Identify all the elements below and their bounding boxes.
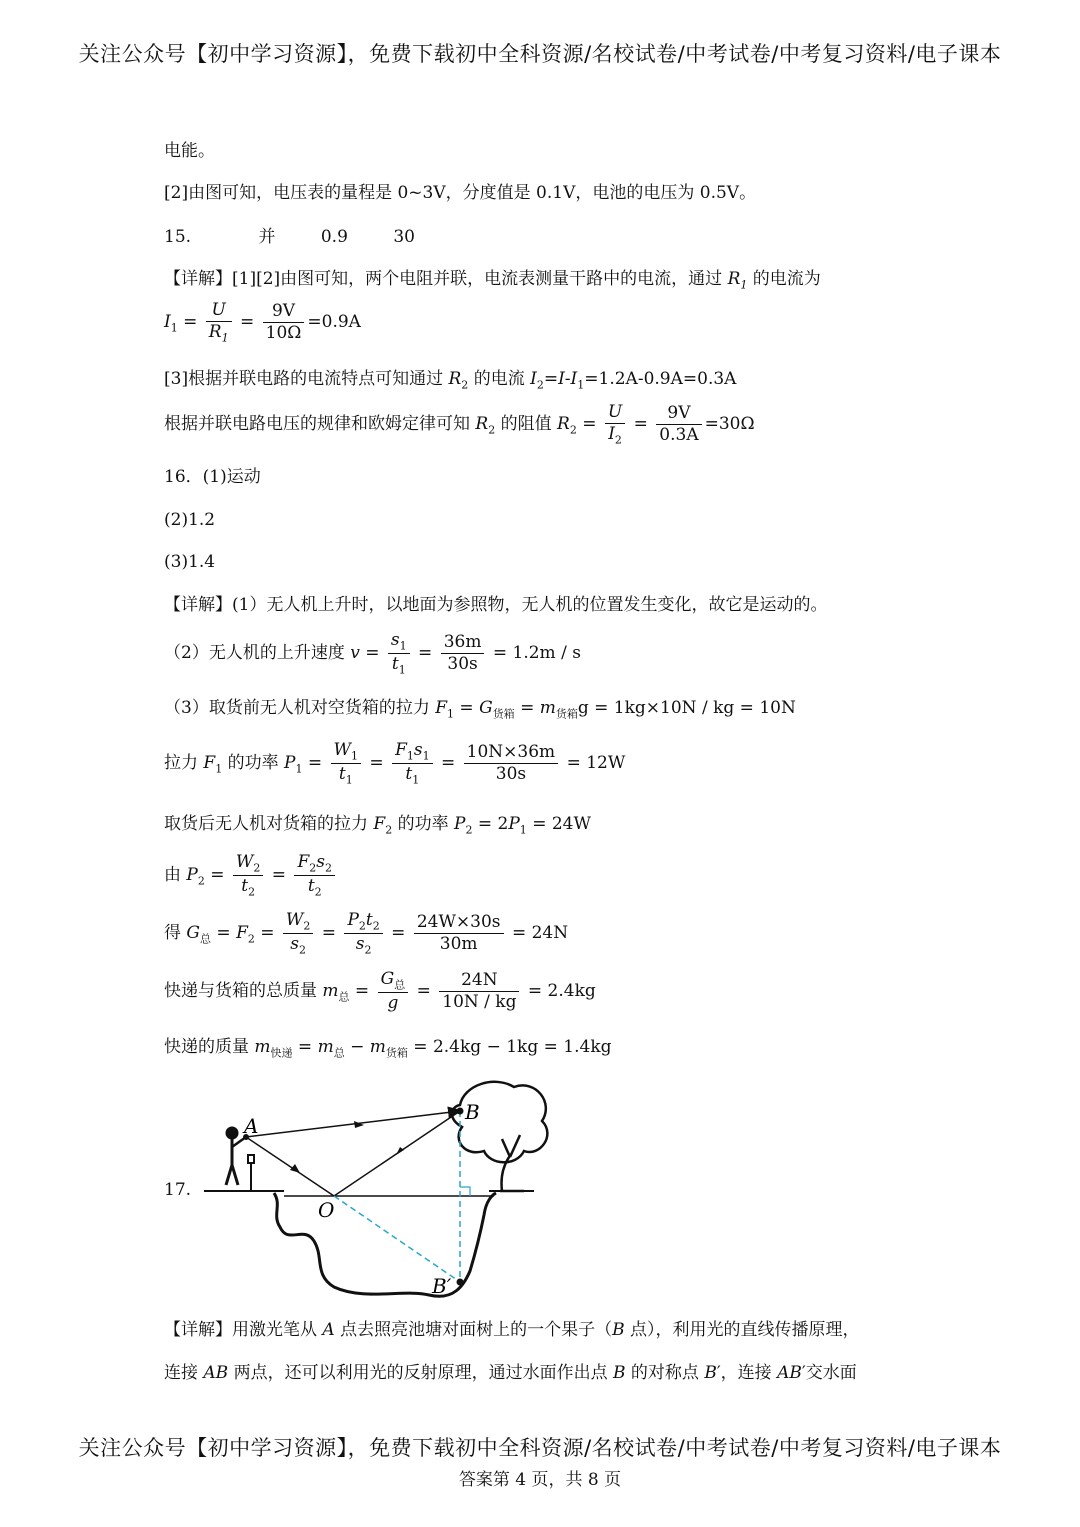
reflection-diagram xyxy=(164,1075,564,1300)
q15-number: 15. xyxy=(164,227,192,247)
point-B xyxy=(457,1108,464,1115)
q15-answer-1: 并 xyxy=(258,227,276,247)
right-angle-mark xyxy=(460,1187,470,1196)
text-line: 电能。 xyxy=(164,141,215,161)
label-A: A xyxy=(244,1114,259,1138)
q16-step-5: 取货后无人机对货箱的拉力 $F_2$ 的功率 $P_2 = 2P_1 = 24W$ xyxy=(164,814,591,837)
arrow-head-OB xyxy=(396,1147,404,1155)
q15-answer-3: 30 xyxy=(393,227,415,247)
label-O: O xyxy=(318,1198,335,1222)
q16-answer-3: (3)1.4 xyxy=(164,552,216,572)
ray-A-to-O xyxy=(246,1137,334,1196)
tree-icon xyxy=(452,1082,547,1191)
q15-detail: 【详解】[1][2]由图可知，两个电阻并联，电流表测量干路中的电流，通过 $R_1$ 的电流为 xyxy=(164,269,821,292)
header-banner: 关注公众号【初中学习资源】，免费下载初中全科资源/名校试卷/中考试卷/中考复习资料/电子课本 xyxy=(78,42,1002,66)
label-B: B xyxy=(465,1100,480,1124)
q16-step-7: 得 $G_总 = F_2$ = $\frac{W_2}{s_2}$ = $\frac{P_2t_2}{s_2}$ = $\frac{24W\times 30s}{30m}$ = 24N xyxy=(164,910,569,957)
q16-answer-1: 16．(1)运动 xyxy=(164,467,261,487)
q15-equation-1: $I_1$ = $\frac{U}{R_1}$ = $\frac{9V}{10\Omega}$ =0.9A xyxy=(164,300,361,345)
text-line: [2]由图可知，电压表的量程是 0~3V，分度值是 0.1V，电池的电压为 0.5V。 xyxy=(164,183,757,203)
q17-detail-1: 【详解】用激光笔从 A 点去照亮池塘对面树上的一个果子（B 点），利用光的直线传播原理， xyxy=(164,1320,860,1340)
dashed-O-to-Bprime xyxy=(334,1196,460,1282)
q16-detail: 【详解】(1）无人机上升时，以地面为参照物，无人机的位置发生变化，故它是运动的。 xyxy=(164,595,828,615)
q16-step-8: 快递与货箱的总质量 $m_总$ = $\frac{G_总}{g}$ = $\frac{24N}{10N / kg}$ = 2.4kg xyxy=(164,969,596,1014)
footer-banner: 关注公众号【初中学习资源】，免费下载初中全科资源/名校试卷/中考试卷/中考复习资料/电子课本 xyxy=(78,1436,1002,1460)
q15-line-4: 根据并联电路电压的规律和欧姆定律可知 $R_2$ 的阻值 $R_2$ = $\frac{U}{I_2}$ = $\frac{9V}{0.3A}$ =30Ω xyxy=(164,402,755,447)
q16-step-9: 快递的质量 $m_{快递} = m_总 - m_{货箱} = 2.4kg - 1kg = 1.4kg$ xyxy=(164,1037,612,1060)
q15-answer-2: 0.9 xyxy=(320,227,348,247)
label-Bprime: B′ xyxy=(432,1274,452,1298)
laser-stand-icon xyxy=(248,1155,254,1191)
person-icon xyxy=(226,1127,246,1185)
page-number: 答案第 4 页，共 8 页 xyxy=(458,1470,622,1490)
q16-step-3: （3）取货前无人机对空货箱的拉力 $F_1 = G_{货箱} = m_{货箱}g = 1kg\times 10N$ / kg = 10N xyxy=(164,698,796,721)
q16-answer-2: (2)1.2 xyxy=(164,510,216,530)
q15-line-3: [3]根据并联电路的电流特点可知通过 $R_2$ 的电流 $I_2=I-I_1=1.2A-0.9A=0.3A$ xyxy=(164,369,737,392)
q15-answers xyxy=(164,226,415,250)
q17-number: 17. xyxy=(164,1180,192,1200)
q17-detail-2: 连接 AB 两点，还可以利用光的反射原理，通过水面作出点 B 的对称点 B′，连接 AB′交水面 xyxy=(164,1363,857,1383)
point-Bprime xyxy=(457,1279,464,1286)
q16-step-2: （2）无人机的上升速度 v = $\frac{s_1}{t_1}$ = $\frac{36m}{30s}$ = 1.2m / s xyxy=(164,630,581,677)
q16-step-4: 拉力 $F_1$ 的功率 $P_1$ = $\frac{W_1}{t_1}$ = $\frac{F_1s_1}{t_1}$ = $\frac{10N\times 36m}{30s}$ = 12W xyxy=(164,740,626,787)
arrow-head-AO xyxy=(290,1164,300,1173)
q16-step-6: 由 $P_2$ = $\frac{W_2}{t_2}$ = $\frac{F_2s_2}{t_2}$ xyxy=(164,852,338,899)
arrow-head-AB xyxy=(354,1121,364,1128)
